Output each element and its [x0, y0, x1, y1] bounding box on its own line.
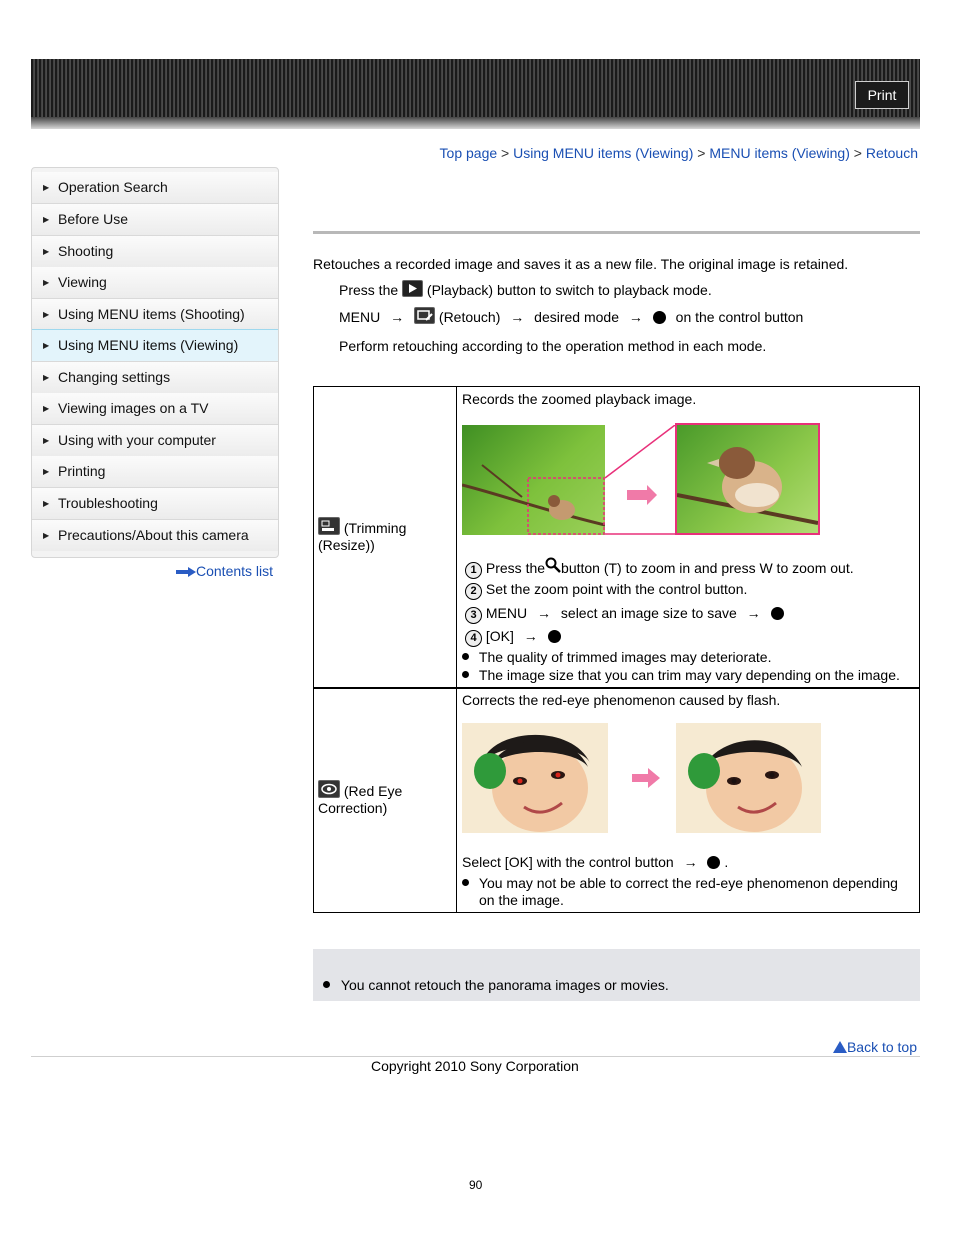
note-box [313, 949, 920, 1001]
sidebar-item-using-menu-shooting[interactable] [32, 299, 278, 331]
red-eye-before-photo [462, 723, 608, 833]
number-3-icon: 3 [465, 607, 482, 624]
triangle-right-icon: ▶ [43, 215, 50, 224]
menu-label: MENU [339, 309, 381, 325]
number-2-icon: 2 [465, 583, 482, 600]
retouch-label: (Retouch) [438, 309, 501, 325]
arrow-right-icon: → [537, 605, 552, 621]
sidebar-item-label: Viewing [58, 274, 107, 290]
mode-label: desired mode [534, 309, 619, 325]
note-text: on the image. [479, 892, 564, 908]
red-eye-description: Corrects the red-eye phenomenon caused by flash. [462, 692, 781, 708]
back-to-top-link[interactable] [833, 1039, 917, 1055]
triangle-right-icon: ▶ [43, 373, 50, 382]
sidebar-item-label: Viewing images on a TV [58, 400, 209, 416]
bullet-icon [323, 981, 330, 988]
sidebar-item-label: Using MENU items (Shooting) [58, 306, 245, 322]
breadcrumb-separator: > [501, 145, 510, 161]
control-button-label: on the control button [675, 309, 804, 325]
bullet-icon [462, 653, 469, 660]
sidebar-item-viewing[interactable] [32, 267, 278, 299]
arrow-right-icon: → [746, 605, 761, 621]
retouch-icon [414, 307, 435, 324]
sidebar-item-label: Troubleshooting [58, 495, 158, 511]
breadcrumb-top-page[interactable]: Top page [439, 145, 498, 161]
triangle-right-icon: ▶ [43, 341, 50, 350]
breadcrumb [440, 145, 918, 161]
step-text: MENU [485, 605, 528, 621]
sidebar-item-label: Operation Search [58, 179, 168, 195]
sidebar-item-changing-settings[interactable] [32, 362, 278, 394]
triangle-right-icon: ▶ [43, 183, 50, 192]
sidebar-item-label: Before Use [58, 211, 129, 227]
triangle-up-icon [833, 1041, 847, 1053]
triangle-right-icon: ▶ [43, 436, 50, 445]
sidebar-item-viewing-on-tv[interactable] [32, 393, 278, 425]
triangle-right-icon: ▶ [43, 467, 50, 476]
step-text: select an image size to save [560, 605, 737, 621]
center-button-icon [653, 311, 666, 324]
trimming-note-1 [462, 649, 771, 665]
zoom-magnifier-icon [545, 557, 561, 573]
arrow-right-icon: → [390, 309, 405, 325]
trimming-icon [318, 517, 340, 535]
sidebar-item-operation-search[interactable] [32, 172, 278, 204]
trimming-note-2 [462, 667, 900, 683]
table-divider [313, 687, 920, 689]
number-1-icon: 1 [465, 562, 482, 579]
triangle-right-icon: ▶ [43, 310, 50, 319]
contents-list-link[interactable] [176, 563, 273, 579]
instruction-text: . [724, 854, 729, 870]
triangle-right-icon: ▶ [43, 531, 50, 540]
center-button-icon [771, 607, 784, 620]
trimming-step-2 [465, 581, 747, 600]
sidebar-item-precautions[interactable] [32, 520, 278, 551]
arrow-indicator [630, 760, 664, 796]
trimming-source-photo [462, 425, 605, 535]
arrow-right-icon: → [523, 628, 538, 644]
bullet-icon [462, 879, 469, 886]
trimming-step-1 [465, 557, 854, 579]
triangle-right-icon: ▶ [43, 404, 50, 413]
trimming-step-4 [465, 628, 561, 647]
step-text: button (T) to zoom in and press W to zoom out. [561, 560, 854, 576]
instruction-text: Select [OK] with the control button [462, 854, 674, 870]
title-divider [313, 231, 920, 234]
intro-text: Retouches a recorded image and saves it as a new file. The original image is retained. [313, 256, 849, 272]
zoom-indicator [605, 425, 675, 535]
step-menu [339, 307, 803, 325]
mode-name: (Resize)) [318, 537, 375, 553]
triangle-right-icon: ▶ [43, 278, 50, 287]
footer-divider [31, 1056, 920, 1057]
breadcrumb-separator: > [853, 145, 862, 161]
red-eye-after-photo [676, 723, 821, 833]
step-text: Press the [339, 282, 399, 298]
page-number: 90 [469, 1178, 483, 1192]
step-text: Press the [485, 560, 546, 576]
step-text: Set the zoom point with the control button. [485, 581, 748, 597]
note-text: The image size that you can trim may vary depending on the image. [478, 667, 900, 683]
sidebar-item-before-use[interactable] [32, 204, 278, 236]
sidebar-item-shooting[interactable] [32, 236, 278, 268]
header-banner [31, 59, 920, 129]
sidebar-item-printing[interactable] [32, 456, 278, 488]
sidebar-item-using-computer[interactable] [32, 425, 278, 457]
red-eye-note [462, 875, 898, 909]
breadcrumb-retouch[interactable]: Retouch [865, 145, 918, 161]
number-4-icon: 4 [465, 630, 482, 647]
center-button-icon [548, 630, 561, 643]
trimming-result-photo [675, 423, 820, 535]
arrow-right-icon: → [628, 309, 643, 325]
trimming-description: Records the zoomed playback image. [462, 391, 697, 407]
center-button-icon [707, 856, 720, 869]
red-eye-mode-label [318, 780, 402, 817]
sidebar-item-troubleshooting[interactable] [32, 488, 278, 520]
step-text: [OK] [485, 628, 514, 644]
sidebar-item-label: Using with your computer [58, 432, 216, 448]
sidebar-nav [31, 167, 279, 558]
arrow-right-icon: → [510, 309, 525, 325]
copyright-text: Copyright 2010 Sony Corporation [371, 1058, 579, 1074]
triangle-right-icon: ▶ [43, 247, 50, 256]
bullet-icon [462, 671, 469, 678]
sidebar-item-using-menu-viewing[interactable] [32, 330, 278, 362]
print-button[interactable]: Print [855, 81, 909, 109]
trimming-mode-label [318, 517, 406, 554]
playback-icon [402, 280, 423, 297]
sidebar-item-label: Printing [58, 463, 106, 479]
triangle-right-icon: ▶ [43, 499, 50, 508]
step-text: (Playback) button to switch to playback mode. [426, 282, 712, 298]
breadcrumb-using-menu-viewing[interactable]: Using MENU items (Viewing) [513, 145, 694, 161]
arrow-right-icon: → [683, 854, 698, 870]
note-text: You may not be able to correct the red-eye phenomenon depending [478, 875, 898, 891]
step-playback [339, 280, 712, 298]
mode-name: Correction) [318, 800, 388, 816]
breadcrumb-separator: > [697, 145, 706, 161]
table-divider [456, 386, 457, 913]
mode-name: (Trimming [343, 520, 407, 536]
back-to-top-label: Back to top [846, 1039, 917, 1055]
arrow-right-icon [176, 567, 196, 577]
sidebar-item-label: Using MENU items (Viewing) [58, 337, 239, 353]
sidebar-item-label: Precautions/About this camera [58, 527, 249, 543]
breadcrumb-menu-items-viewing[interactable]: MENU items (Viewing) [709, 145, 850, 161]
note-text: You cannot retouch the panorama images or movies. [340, 977, 669, 993]
contents-list-label: Contents list [196, 563, 274, 579]
red-eye-instruction [462, 854, 728, 870]
sidebar-item-label: Shooting [58, 243, 114, 259]
note-text: The quality of trimmed images may deteriorate. [478, 649, 772, 665]
mode-name: (Red Eye [343, 783, 403, 799]
step-perform: Perform retouching according to the operation method in each mode. [339, 338, 767, 354]
sidebar-item-label: Changing settings [58, 369, 171, 385]
note-item [323, 977, 669, 993]
trimming-step-3 [465, 605, 784, 624]
red-eye-icon [318, 780, 340, 798]
